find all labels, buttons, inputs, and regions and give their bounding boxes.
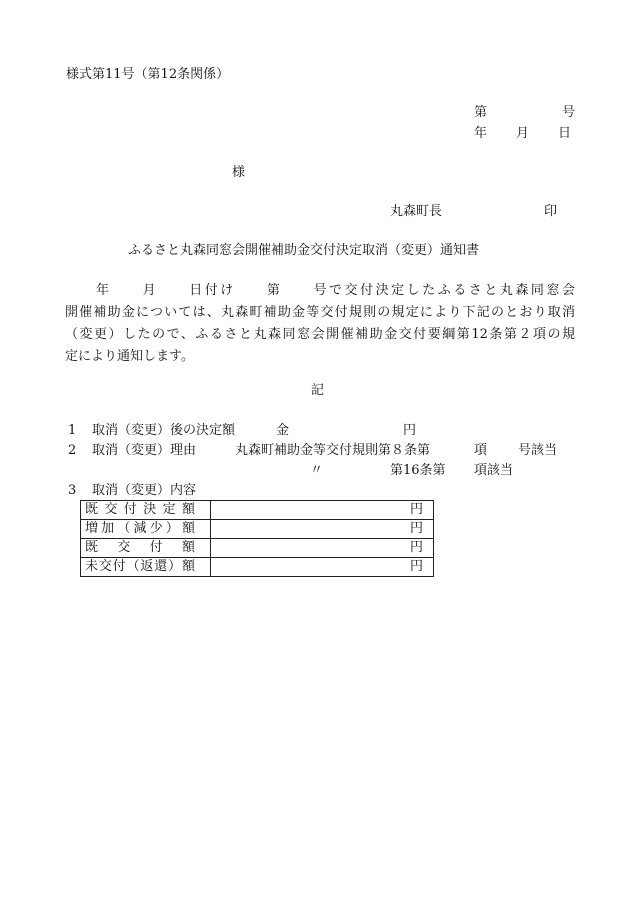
date-day-label: 日 — [558, 126, 572, 141]
body-line: （変更）したので、ふるさと丸森同窓会開催補助金交付要綱第12条第２項の規 — [65, 327, 575, 342]
item2-number: 2 — [68, 443, 77, 458]
row-label: 増加（減少）額 — [85, 521, 195, 536]
item1-yen: 円 — [403, 423, 417, 438]
date-year-label: 年 — [474, 126, 488, 141]
change-detail-table — [80, 500, 434, 577]
document-number-prefix: 第 — [474, 105, 488, 120]
item2-kou: 項 — [474, 443, 488, 458]
seal-mark: 印 — [544, 204, 558, 219]
item2-ditto: 〃 — [310, 463, 324, 478]
document-title: ふるさと丸森同窓会開催補助金交付決定取消（変更）通知書 — [128, 243, 480, 258]
item3-number: 3 — [68, 483, 77, 498]
table-row — [81, 558, 434, 577]
item1-kin: 金 — [276, 423, 290, 438]
item2-label: 取消（変更）理由 — [92, 443, 197, 458]
table-row — [81, 539, 434, 558]
amount-cell: 円 — [211, 520, 434, 539]
row-label-cell — [81, 539, 211, 558]
body-line: 年 月 日付け 第 号で交付決定したふるさと丸森同窓会 — [65, 283, 575, 298]
form-number: 様式第11号（第12条関係） — [66, 67, 230, 82]
row-label-cell — [81, 501, 211, 520]
item1-number: 1 — [68, 423, 77, 438]
body-line: 開催補助金については、丸森町補助金等交付規則の規定により下記のとおり取消 — [65, 305, 575, 320]
row-label: 既交付決定額 — [85, 502, 195, 517]
body-text — [65, 280, 575, 368]
amount-cell: 円 — [211, 501, 434, 520]
row-label: 未交付（返還）額 — [85, 559, 195, 574]
date-month-label: 月 — [516, 126, 530, 141]
item1-label: 取消（変更）後の決定額 — [92, 423, 236, 438]
table-row — [81, 501, 434, 520]
row-label-cell — [81, 558, 211, 577]
amount-cell: 円 — [211, 539, 434, 558]
row-label-cell — [81, 520, 211, 539]
amount-cell: 円 — [211, 558, 434, 577]
item2-rule2: 第16条第 — [390, 463, 446, 478]
issuer-name: 丸森町長 — [390, 204, 443, 219]
row-label: 既交付額 — [85, 540, 195, 555]
body-line: 定により通知します。 — [65, 349, 194, 364]
table-row — [81, 520, 434, 539]
item2-kou-gaitou: 項該当 — [474, 463, 514, 478]
document-number-suffix: 号 — [562, 105, 576, 120]
item2-rule1: 丸森町補助金等交付規則第８条第 — [235, 443, 431, 458]
addressee-suffix: 様 — [232, 165, 246, 180]
item3-label: 取消（変更）内容 — [92, 483, 197, 498]
item2-go-gaitou: 号該当 — [518, 443, 558, 458]
ki-heading: 記 — [311, 383, 325, 398]
